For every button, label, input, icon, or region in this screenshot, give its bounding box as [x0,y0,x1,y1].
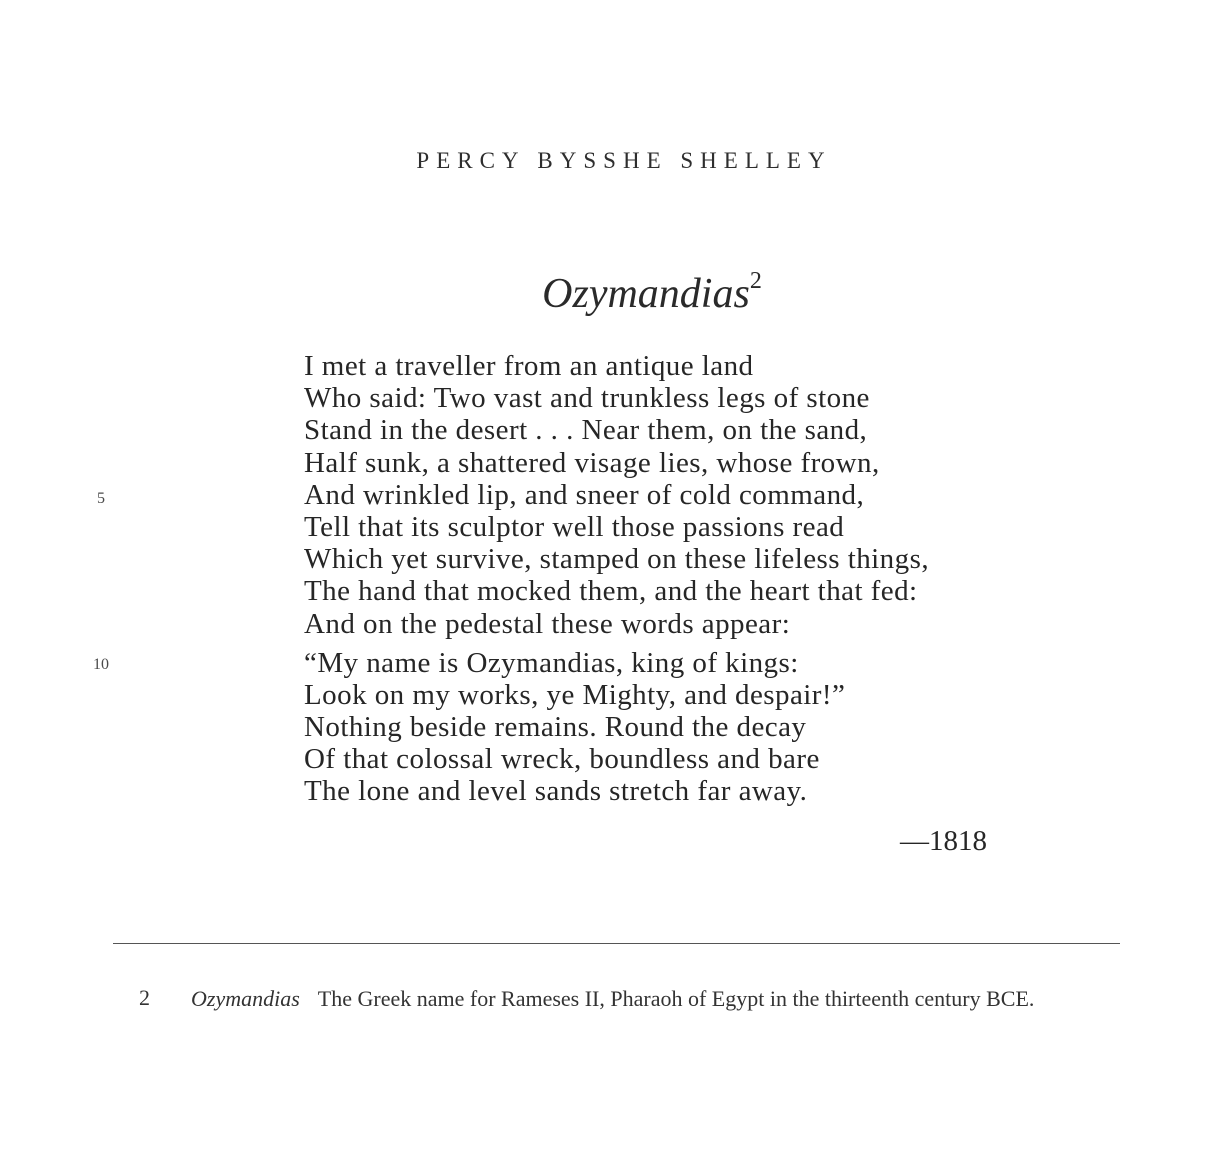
poem-line: Tell that its sculptor well those passions read [304,510,845,543]
poem-title-text: Ozymandias [542,271,750,317]
line-number-5: 5 [97,490,105,507]
poem-line: Look on my works, ye Mighty, and despair!” [304,678,846,711]
poem-line: And wrinkled lip, and sneer of cold command, [304,478,865,511]
footnote-definition: The Greek name for Rameses II, Pharaoh of Egypt in the thirteenth century BCE. [317,986,1035,1011]
poem-line: “My name is Ozymandias, king of kings: [304,646,799,679]
poem-line: I met a traveller from an antique land [304,350,754,382]
poem-line: Nothing beside remains. Round the decay [304,711,807,744]
poem-line: Half sunk, a shattered visage lies, whose frown, [304,446,880,479]
running-header-author: PERCY BYSSHE SHELLEY [416,148,832,173]
footnote-term: Ozymandias [191,986,300,1011]
footnote-divider [113,943,1120,944]
poem-line: Stand in the desert . . . Near them, on the sand, [304,414,868,447]
poem-line: Which yet survive, stamped on these lifeless things, [304,543,930,576]
poem-line: The lone and level sands stretch far away. [304,775,808,808]
poem-body [304,350,1064,808]
poem-title [0,270,1209,318]
footnote-number: 2 [139,985,150,1010]
line-number-10: 10 [93,656,109,673]
poem-line: And on the pedestal these words appear: [304,607,791,640]
poem-line: Who said: Two vast and trunkless legs of stone [304,382,870,415]
footnote-text [191,985,1126,1012]
footnote-reference: 2 [749,268,762,294]
poem-date: —1818 [900,825,987,857]
poem-line: The hand that mocked them, and the heart that fed: [304,575,918,608]
poem-line: Of that colossal wreck, boundless and bare [304,743,820,776]
